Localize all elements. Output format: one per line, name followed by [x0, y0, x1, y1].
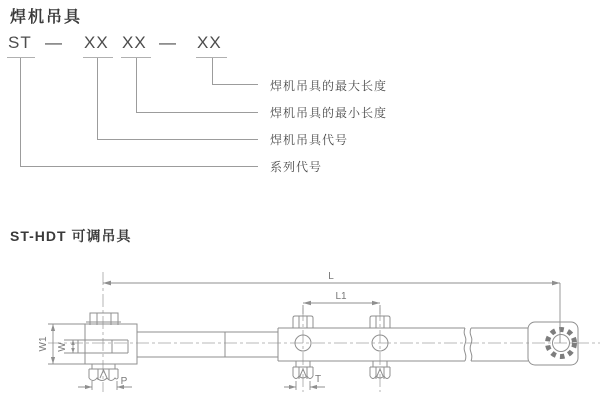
dimension-W — [57, 340, 78, 353]
code-token-dash2: — — [159, 33, 177, 52]
callout-max-length: 焊机吊具的最大长度 — [270, 79, 388, 93]
callout-series-code: 系列代号 — [270, 160, 323, 174]
dim-label-W: W — [57, 342, 68, 352]
main-tube — [278, 328, 528, 361]
left-clevis — [78, 313, 137, 381]
section-title: ST-HDT 可调吊具 — [10, 228, 132, 244]
dim-label-T: T — [314, 374, 322, 385]
callout-hanger-code: 焊机吊具代号 — [270, 133, 349, 147]
dimension-T — [284, 374, 325, 390]
left-top-bolt — [86, 313, 121, 325]
dim-label-W1: W1 — [38, 336, 49, 352]
code-token-xx1: XX — [84, 33, 109, 52]
code-token-series: ST — [8, 33, 32, 52]
code-token-xx2: XX — [122, 33, 147, 52]
callout-min-length: 焊机吊具的最小长度 — [270, 106, 388, 120]
end-block — [528, 322, 578, 365]
connecting-bar — [137, 332, 278, 357]
code-token-xx3: XX — [197, 33, 222, 52]
dimension-L1 — [303, 291, 380, 314]
break-lines — [464, 328, 472, 361]
dim-label-L: L — [328, 271, 334, 282]
dimension-P — [78, 376, 132, 390]
code-token-dash1: — — [45, 33, 63, 52]
page-title: 焊机吊具 — [10, 9, 83, 26]
dim-label-P: P — [120, 376, 128, 387]
dim-label-L1: L1 — [335, 291, 347, 302]
left-bottom-nut — [89, 364, 118, 381]
